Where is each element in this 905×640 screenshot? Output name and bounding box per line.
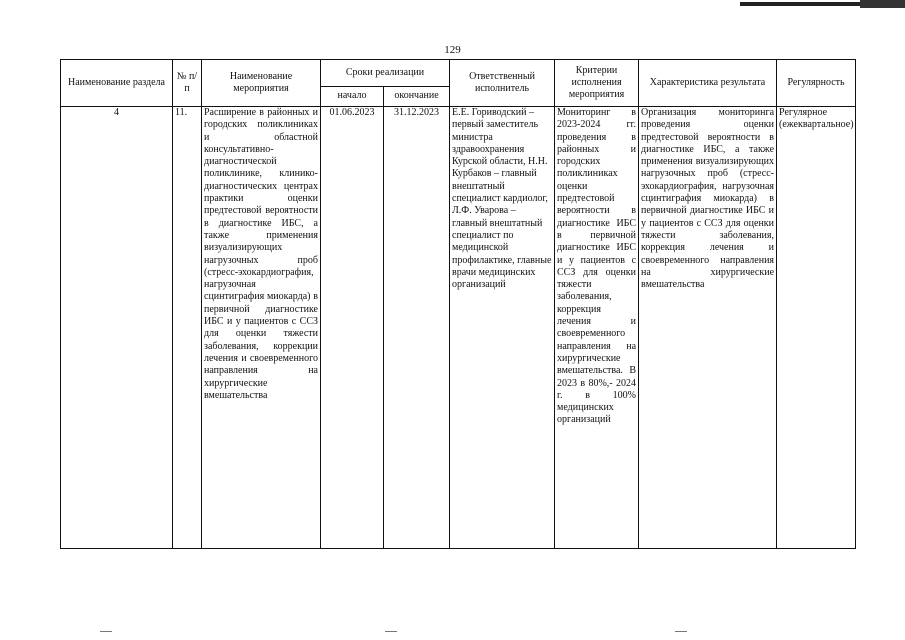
scan-edge-mark <box>860 0 905 8</box>
header-result: Характеристика результата <box>639 60 777 107</box>
cell-result: Организация мониторинга проведения оценки предтестовой вероятности в диагностике ИБС, а также применения визуализирующих нагрузочных проб (стресс-эхокардиография, нагрузочная сцинтиграфия миокарда) в первичной диагностике ИБС и у пациентов с ССЗ для оценки тяжести заболевания, коррекция лечения и своевременного направления на хирургические вмешательства <box>639 107 777 549</box>
events-table <box>60 59 856 549</box>
header-regularity: Регулярность <box>777 60 856 107</box>
header-number: № п/п <box>173 60 202 107</box>
header-deadlines: Сроки реализации <box>321 60 450 87</box>
cell-end: 31.12.2023 <box>384 107 450 549</box>
cell-executor: Е.Е. Гориводский – первый заместитель министра здравоохранения Курской области, Н.Н. Курбаков – главный внештатный специалист кардиолог, Л.Ф. Уварова – главный внештатный специалист по медицинской профилактике, главные врачи медицинских организаций <box>450 107 555 549</box>
cell-criteria: Мониторинг в 2023-2024 гг. проведения в районных и городских поликлиниках оценки предтестовой вероятности в диагностике ИБС в первичной диагностике ИБС и у пациентов с ССЗ для оценки тяжести заболевания, коррекция лечения и своевременного направления на хирургические вмешательства. В 2023 в 80%,- 2024 г. в 100% медицинских организаций <box>555 107 639 549</box>
cell-event: Расширение в районных и городских поликлиниках и областной консультативно-диагностической поликлинике, клинико-диагностических центрах практики оценки предтестовой вероятности в диагностике ИБС, а также применения визуализирующих нагрузочных проб (стресс-эхокардиография, нагрузочная сцинтиграфия миокарда) в первичной диагностике ИБС и у пациентов с ССЗ для оценки тяжести заболевания, коррекции лечения и своевременного направления на хирургические вмешательства <box>202 107 321 549</box>
scan-mark <box>100 631 112 632</box>
cell-start: 01.06.2023 <box>321 107 384 549</box>
header-event-name: Наименование мероприятия <box>202 60 321 107</box>
cell-number: 11. <box>173 107 202 549</box>
scan-mark <box>675 631 687 632</box>
header-executor: Ответственный исполнитель <box>450 60 555 107</box>
header-section-name: Наименование раздела <box>61 60 173 107</box>
cell-section: 4 <box>61 107 173 549</box>
cell-regularity: Регулярное (ежеквартальное) <box>777 107 856 549</box>
header-row <box>61 60 856 87</box>
table-row <box>61 107 856 549</box>
header-criteria: Критерии исполнения мероприятия <box>555 60 639 107</box>
page-number: 129 <box>444 44 461 56</box>
header-end: окончание <box>384 87 450 107</box>
scan-mark <box>385 631 397 632</box>
header-start: начало <box>321 87 384 107</box>
